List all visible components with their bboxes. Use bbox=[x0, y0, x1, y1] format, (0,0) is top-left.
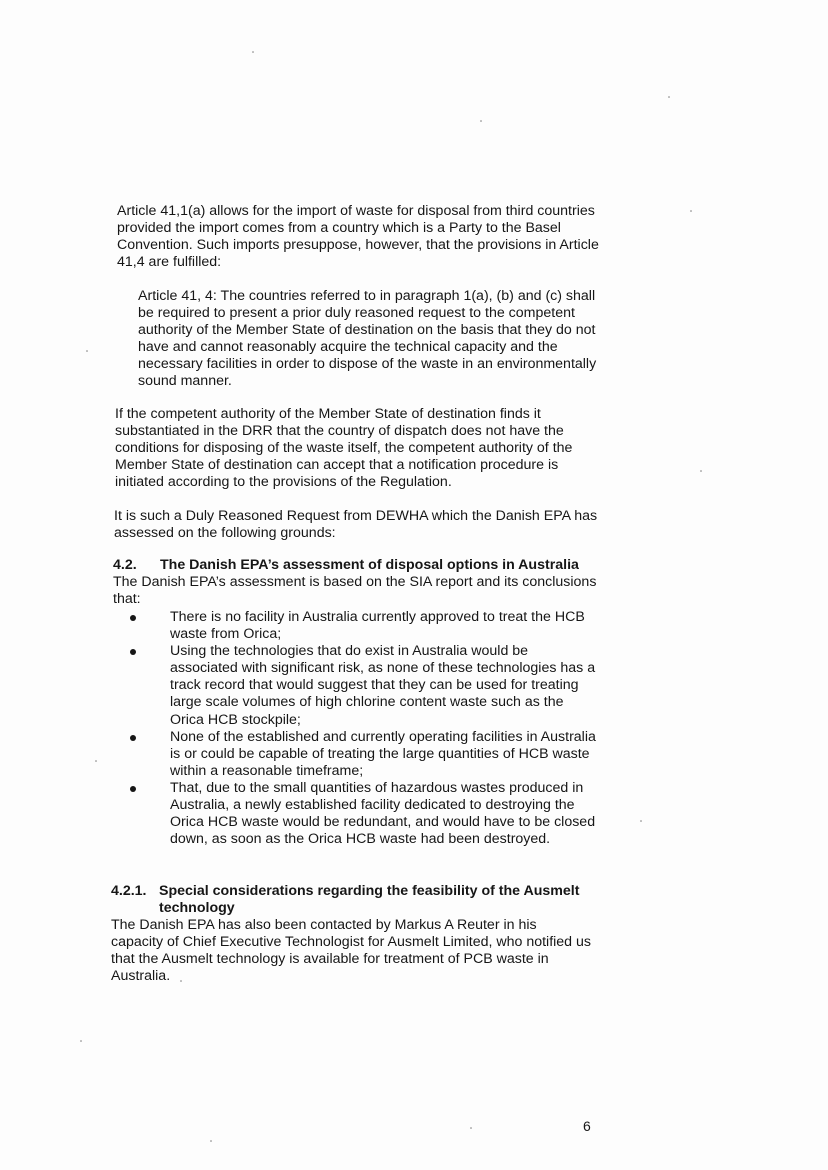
bullet-icon bbox=[130, 649, 136, 655]
ausmelt-paragraph: The Danish EPA has also been contacted by Markus A Reuter in his capacity of Chief Executive Technologist for Ausmelt Limited, who notified us that the Ausmelt technology is available for treatment of PCB waste in Australia. bbox=[111, 917, 591, 985]
list-item-text: That, due to the small quantities of hazardous wastes produced in Australia, a newly established facility dedicated to destroying the Orica HCB waste would be redundant, and would have to be closed down, as soon as the Orica HCB waste had been destroyed. bbox=[170, 779, 596, 848]
scan-speck bbox=[95, 760, 97, 762]
list-item bbox=[128, 609, 598, 643]
list-item bbox=[128, 780, 598, 848]
scan-speck bbox=[86, 350, 88, 352]
competent-authority-paragraph: If the competent authority of the Member State of destination finds it substantiated in the DRR that the country of dispatch does not have the conditions for disposing of the waste itself, the competent authority of the Member State of destination can accept that a notification procedure is initiated according to the provisions of the Regulation. bbox=[115, 406, 573, 491]
list-item bbox=[128, 729, 598, 780]
section-4-2-1 bbox=[111, 883, 601, 917]
scan-speck bbox=[668, 96, 670, 98]
scan-speck bbox=[470, 1127, 472, 1129]
bullet-icon bbox=[130, 615, 136, 621]
section-number: 4.2.1. bbox=[111, 883, 147, 899]
section-4-2 bbox=[113, 557, 603, 608]
bullet-icon bbox=[130, 786, 136, 792]
list-item-text: None of the established and currently operating facilities in Australia is or could be capable of treating the large quantities of HCB waste within a reasonable timeframe; bbox=[170, 728, 596, 779]
scan-speck bbox=[700, 470, 702, 472]
list-item-text: Using the technologies that do exist in Australia would be associated with significant risk, as none of these technologies has a track record that would suggest that they can be used for treating large scale volumes of high chlorine content waste such as the Orica HCB stockpile; bbox=[170, 643, 596, 728]
quoted-article-paragraph: Article 41, 4: The countries referred to in paragraph 1(a), (b) and (c) shall be required to present a prior duly reasoned request to the competent authority of the Member State of destination on the basis that they do not have and cannot reasonably acquire the technical capacity and the necessary facilities in order to dispose of the waste in an environmentally sound manner. bbox=[138, 288, 597, 390]
scan-speck bbox=[640, 820, 642, 822]
section-title: Special considerations regarding the feasibility of the Ausmelt technology bbox=[159, 883, 580, 917]
list-item bbox=[128, 643, 598, 728]
section-intro-paragraph: The Danish EPA’s assessment is based on the SIA report and its conclusions that: bbox=[113, 574, 597, 608]
section-heading bbox=[113, 557, 603, 574]
duly-reasoned-request-paragraph: It is such a Duly Reasoned Request from DEWHA which the Danish EPA has assessed on the following grounds: bbox=[114, 508, 598, 542]
scan-speck bbox=[180, 980, 182, 982]
scan-speck bbox=[252, 51, 254, 53]
section-title: The Danish EPA’s assessment of disposal options in Australia bbox=[160, 557, 579, 573]
conclusions-bullet-list bbox=[128, 609, 598, 848]
intro-paragraph: Article 41,1(a) allows for the import of waste for disposal from third countries provided the import comes from a country which is a Party to the Basel Convention. Such imports presuppose, however, that the provisions in Article 41,4 are fulfilled: bbox=[117, 203, 599, 271]
section-heading bbox=[111, 883, 601, 917]
scan-speck bbox=[80, 1040, 82, 1042]
scan-speck bbox=[210, 1140, 212, 1142]
bullet-icon bbox=[130, 735, 136, 741]
list-item-text: There is no facility in Australia currently approved to treat the HCB waste from Orica; bbox=[170, 609, 585, 643]
scan-speck bbox=[480, 120, 482, 122]
page-number: 6 bbox=[583, 1118, 591, 1134]
scan-speck bbox=[690, 210, 692, 212]
section-number: 4.2. bbox=[113, 557, 137, 573]
